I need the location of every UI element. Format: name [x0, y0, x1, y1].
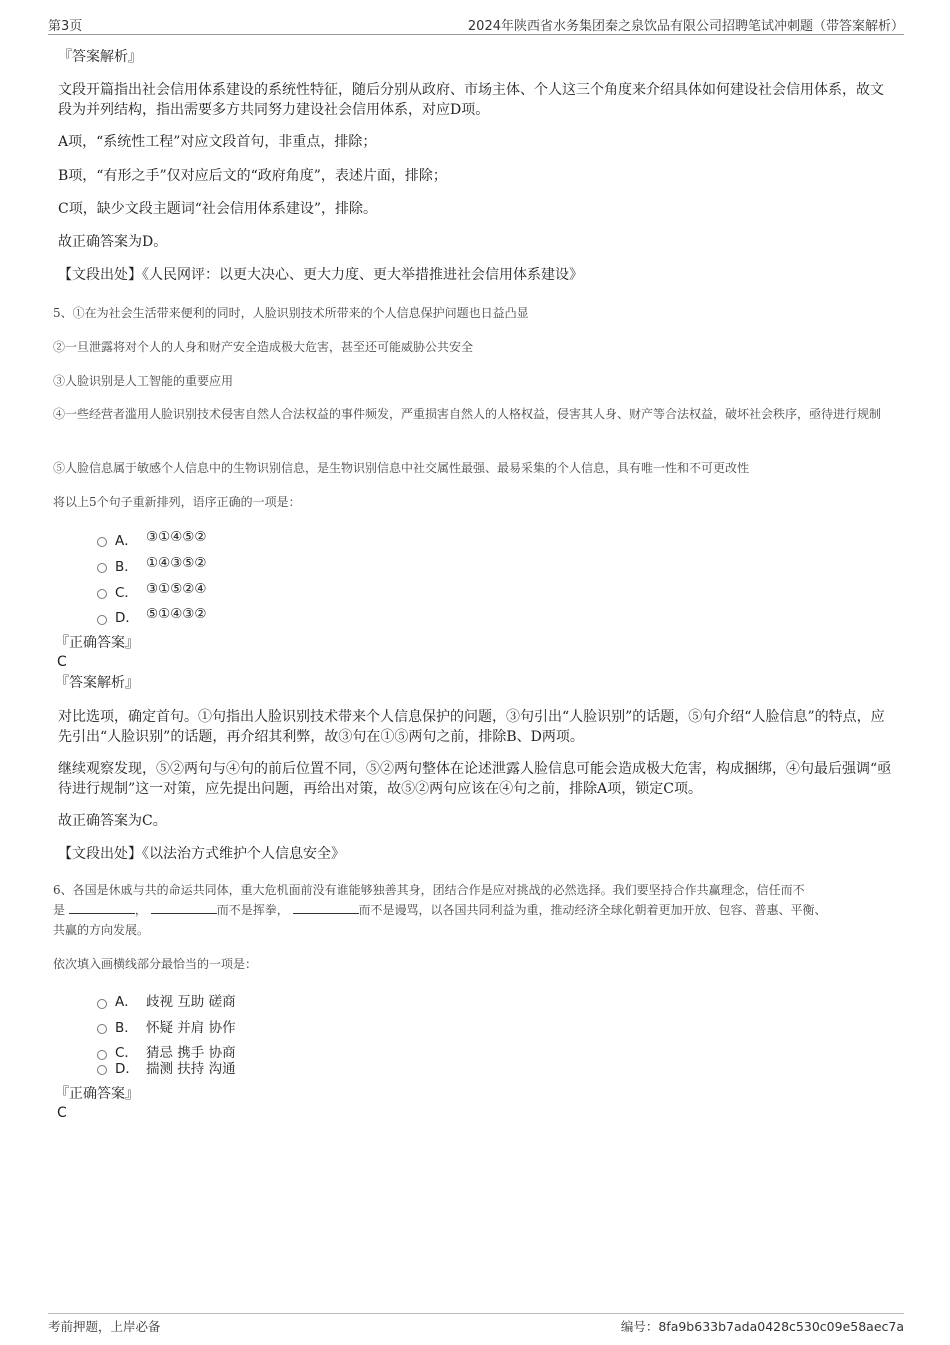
q6-stem-text: ， — [134, 903, 147, 917]
q5-analysis-paragraph-2: 继续观察发现，⑤②两句与④句的前后位置不同，⑤②两句整体在论述泄露人脸信息可能会造成极大危害，构成捆绑，④句最后强调“亟待进行规制”这一对策，应先提出问题，再给出对策，故⑤②两句应该在④句之前，排除A项，锁定C项。 — [58, 761, 892, 797]
q4-analysis-paragraph-4: C项，缺少文段主题词“社会信用体系建设”，排除。 — [58, 201, 378, 217]
option-text: 怀疑 并肩 协作 — [146, 1020, 236, 1036]
option-text: ①④③⑤② — [146, 555, 207, 571]
q5-prompt: 将以上5个句子重新排列，语序正确的一项是： — [53, 495, 301, 509]
q4-analysis-paragraph-1: 文段开篇指出社会信用体系建设的系统性特征，随后分别从政府、市场主体、个人这三个角度来介绍具体如何建设社会信用体系，故文段为并列结构，指出需要多方共同努力建设社会信用体系，对应D项。 — [58, 82, 884, 118]
radio-icon[interactable] — [97, 589, 107, 599]
blank-2 — [151, 901, 217, 914]
option-letter: C． — [115, 585, 138, 601]
q5-analysis-label: 『答案解析』 — [55, 675, 139, 691]
option-text: ⑤①④③② — [146, 606, 207, 622]
document-id: 编号：8fa9b633b7ada0428c530c09e58aec7a — [620, 1319, 904, 1334]
q4-analysis-paragraph-2: A项，“系统性工程”对应文段首句，非重点，排除； — [58, 134, 377, 150]
radio-icon[interactable] — [97, 1024, 107, 1034]
radio-icon[interactable] — [97, 615, 107, 625]
blank-1 — [69, 901, 135, 914]
q5-answer: C — [57, 654, 67, 670]
option-text: 揣测 扶持 沟通 — [146, 1061, 236, 1077]
q5-sentence-3: ③人脸识别是人工智能的重要应用 — [53, 374, 234, 388]
q6-stem-line-3: 共赢的方向发展。 — [53, 923, 150, 937]
q5-sentence-4: ④一些经营者滥用人脸识别技术侵害自然人合法权益的事件频发，严重损害自然人的人格权益，侵害其人身、财产等合法权益，破坏社会秩序，亟待进行规制 — [53, 407, 882, 421]
radio-icon[interactable] — [97, 999, 107, 1009]
q6-stem-text: 而不是挥拳， — [216, 903, 289, 917]
q6-stem-text: 而不是谩骂，以各国共同利益为重，推动经济全球化朝着更加开放、包容、普惠、平衡、 — [358, 903, 827, 917]
q5-conclusion: 故正确答案为C。 — [58, 813, 167, 829]
q5-sentence-2: ②一旦泄露将对个人的人身和财产安全造成极大危害，甚至还可能威胁公共安全 — [53, 340, 474, 354]
radio-icon[interactable] — [97, 563, 107, 573]
q5-answer-label: 『正确答案』 — [55, 635, 139, 651]
page-header — [48, 12, 904, 35]
q4-source: 【文段出处】《人民网评：以更大决心、更大力度、更大举措推进社会信用体系建设》 — [58, 267, 583, 283]
option-letter: B． — [115, 1020, 138, 1036]
page-number: 第3页 — [48, 19, 83, 34]
radio-icon[interactable] — [97, 537, 107, 547]
option-text: 歧视 互助 磋商 — [146, 994, 236, 1010]
q6-stem-line-1: 6、各国是休戚与共的命运共同体，重大危机面前没有谁能够独善其身，团结合作是应对挑战的必然选择。我们要坚持合作共赢理念，信任而不 — [53, 883, 805, 897]
q5-source: 【文段出处】《以法治方式维护个人信息安全》 — [58, 846, 345, 862]
q6-answer-label: 『正确答案』 — [55, 1086, 139, 1102]
q4-conclusion: 故正确答案为D。 — [58, 234, 168, 250]
option-letter: D． — [115, 610, 139, 626]
option-text: ③①⑤②④ — [146, 581, 207, 597]
q5-analysis-paragraph-1: 对比选项，确定首句。①句指出人脸识别技术带来个人信息保护的问题，③句引出“人脸识别”的话题，⑤句介绍“人脸信息”的特点，应先引出“人脸识别”的话题，再介绍其利弊，故③句在①⑤两句之前，排除B、D两项。 — [58, 709, 885, 745]
option-text: 猜忌 携手 协商 — [146, 1045, 236, 1061]
q6-stem-text: 是 — [53, 903, 66, 917]
q4-analysis-paragraph-3: B项，“有形之手”仅对应后文的“政府角度”，表述片面，排除； — [58, 168, 447, 184]
document-title: 2024年陕西省水务集团秦之泉饮品有限公司招聘笔试冲刺题（带答案解析） — [467, 19, 904, 34]
q5-sentence-1: 5、①在为社会生活带来便利的同时，人脸识别技术所带来的个人信息保护问题也日益凸显 — [53, 306, 529, 320]
q6-prompt: 依次填入画横线部分最恰当的一项是： — [53, 957, 258, 971]
option-letter: A． — [115, 994, 138, 1010]
option-letter: C． — [115, 1045, 138, 1061]
blank-3 — [293, 901, 359, 914]
option-letter: D． — [115, 1061, 139, 1077]
q4-analysis-label: 『答案解析』 — [58, 49, 142, 65]
radio-icon[interactable] — [97, 1065, 107, 1075]
option-letter: B． — [115, 559, 138, 575]
footer-slogan: 考前押题，上岸必备 — [48, 1319, 161, 1334]
radio-icon[interactable] — [97, 1050, 107, 1060]
q5-sentence-5: ⑤人脸信息属于敏感个人信息中的生物识别信息，是生物识别信息中社交属性最强、最易采集的个人信息，具有唯一性和不可更改性 — [53, 461, 750, 475]
q6-answer: C — [57, 1105, 67, 1121]
option-letter: A． — [115, 533, 138, 549]
page-footer — [48, 1313, 904, 1336]
q6-stem-line-2 — [53, 900, 827, 920]
option-text: ③①④⑤② — [146, 529, 207, 545]
